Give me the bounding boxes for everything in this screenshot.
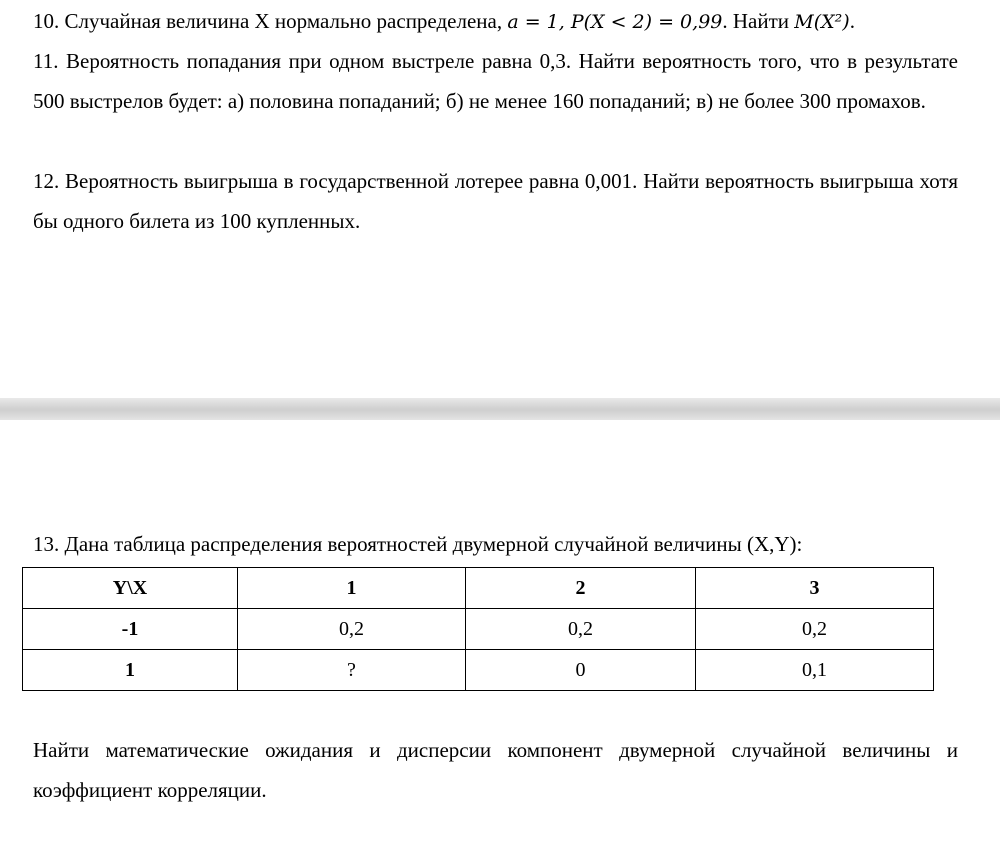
distribution-table	[22, 567, 934, 691]
table-row	[23, 609, 934, 650]
table-cell: 0	[466, 650, 696, 691]
table-row-y-label: 1	[23, 650, 238, 691]
problem-13: 13. Дана таблица распределения вероятностей двумерной случайной величины (X,Y):	[33, 532, 803, 556]
problem-10-text-c: .	[849, 9, 855, 33]
problem-12: 12. Вероятность выигрыша в государственной лотерее равна 0,001. Найти вероятность выигрыша хотя бы одного билета из 100 купленных.	[33, 169, 958, 233]
page-separator	[0, 398, 1000, 420]
document-page-2	[0, 420, 1000, 865]
problem-10-text-a: 10. Случайная величина X нормально распределена,	[33, 9, 508, 33]
problem-10-formula-condition: a = 1, P(X < 2) = 0,99	[507, 11, 723, 33]
document-page-1	[0, 0, 1000, 398]
table-cell: 0,2	[238, 609, 466, 650]
table-cell: ?	[238, 650, 466, 691]
table-header-row	[23, 568, 934, 609]
problem-10	[33, 1, 958, 42]
final-task: Найти математические ожидания и дисперсии компонент двумерной случайной величины и коэффициент корреляции.	[33, 738, 958, 802]
table-header-x1: 1	[238, 568, 466, 609]
problem-10-text-b: . Найти	[722, 9, 795, 33]
table-row	[23, 650, 934, 691]
table-header-x3: 3	[696, 568, 934, 609]
table-header-x2: 2	[466, 568, 696, 609]
problem-10-formula-target: M(X²)	[794, 11, 850, 33]
table-corner-cell: Y\X	[23, 568, 238, 609]
table-row-y-label: -1	[23, 609, 238, 650]
table-cell: 0,2	[466, 609, 696, 650]
problem-11: 11. Вероятность попадания при одном выстреле равна 0,3. Найти вероятность того, что в результате 500 выстрелов будет: а) половина попаданий; б) не менее 160 попаданий; в) не более 300 промахов.	[33, 49, 958, 113]
table-cell: 0,2	[696, 609, 934, 650]
table-cell: 0,1	[696, 650, 934, 691]
